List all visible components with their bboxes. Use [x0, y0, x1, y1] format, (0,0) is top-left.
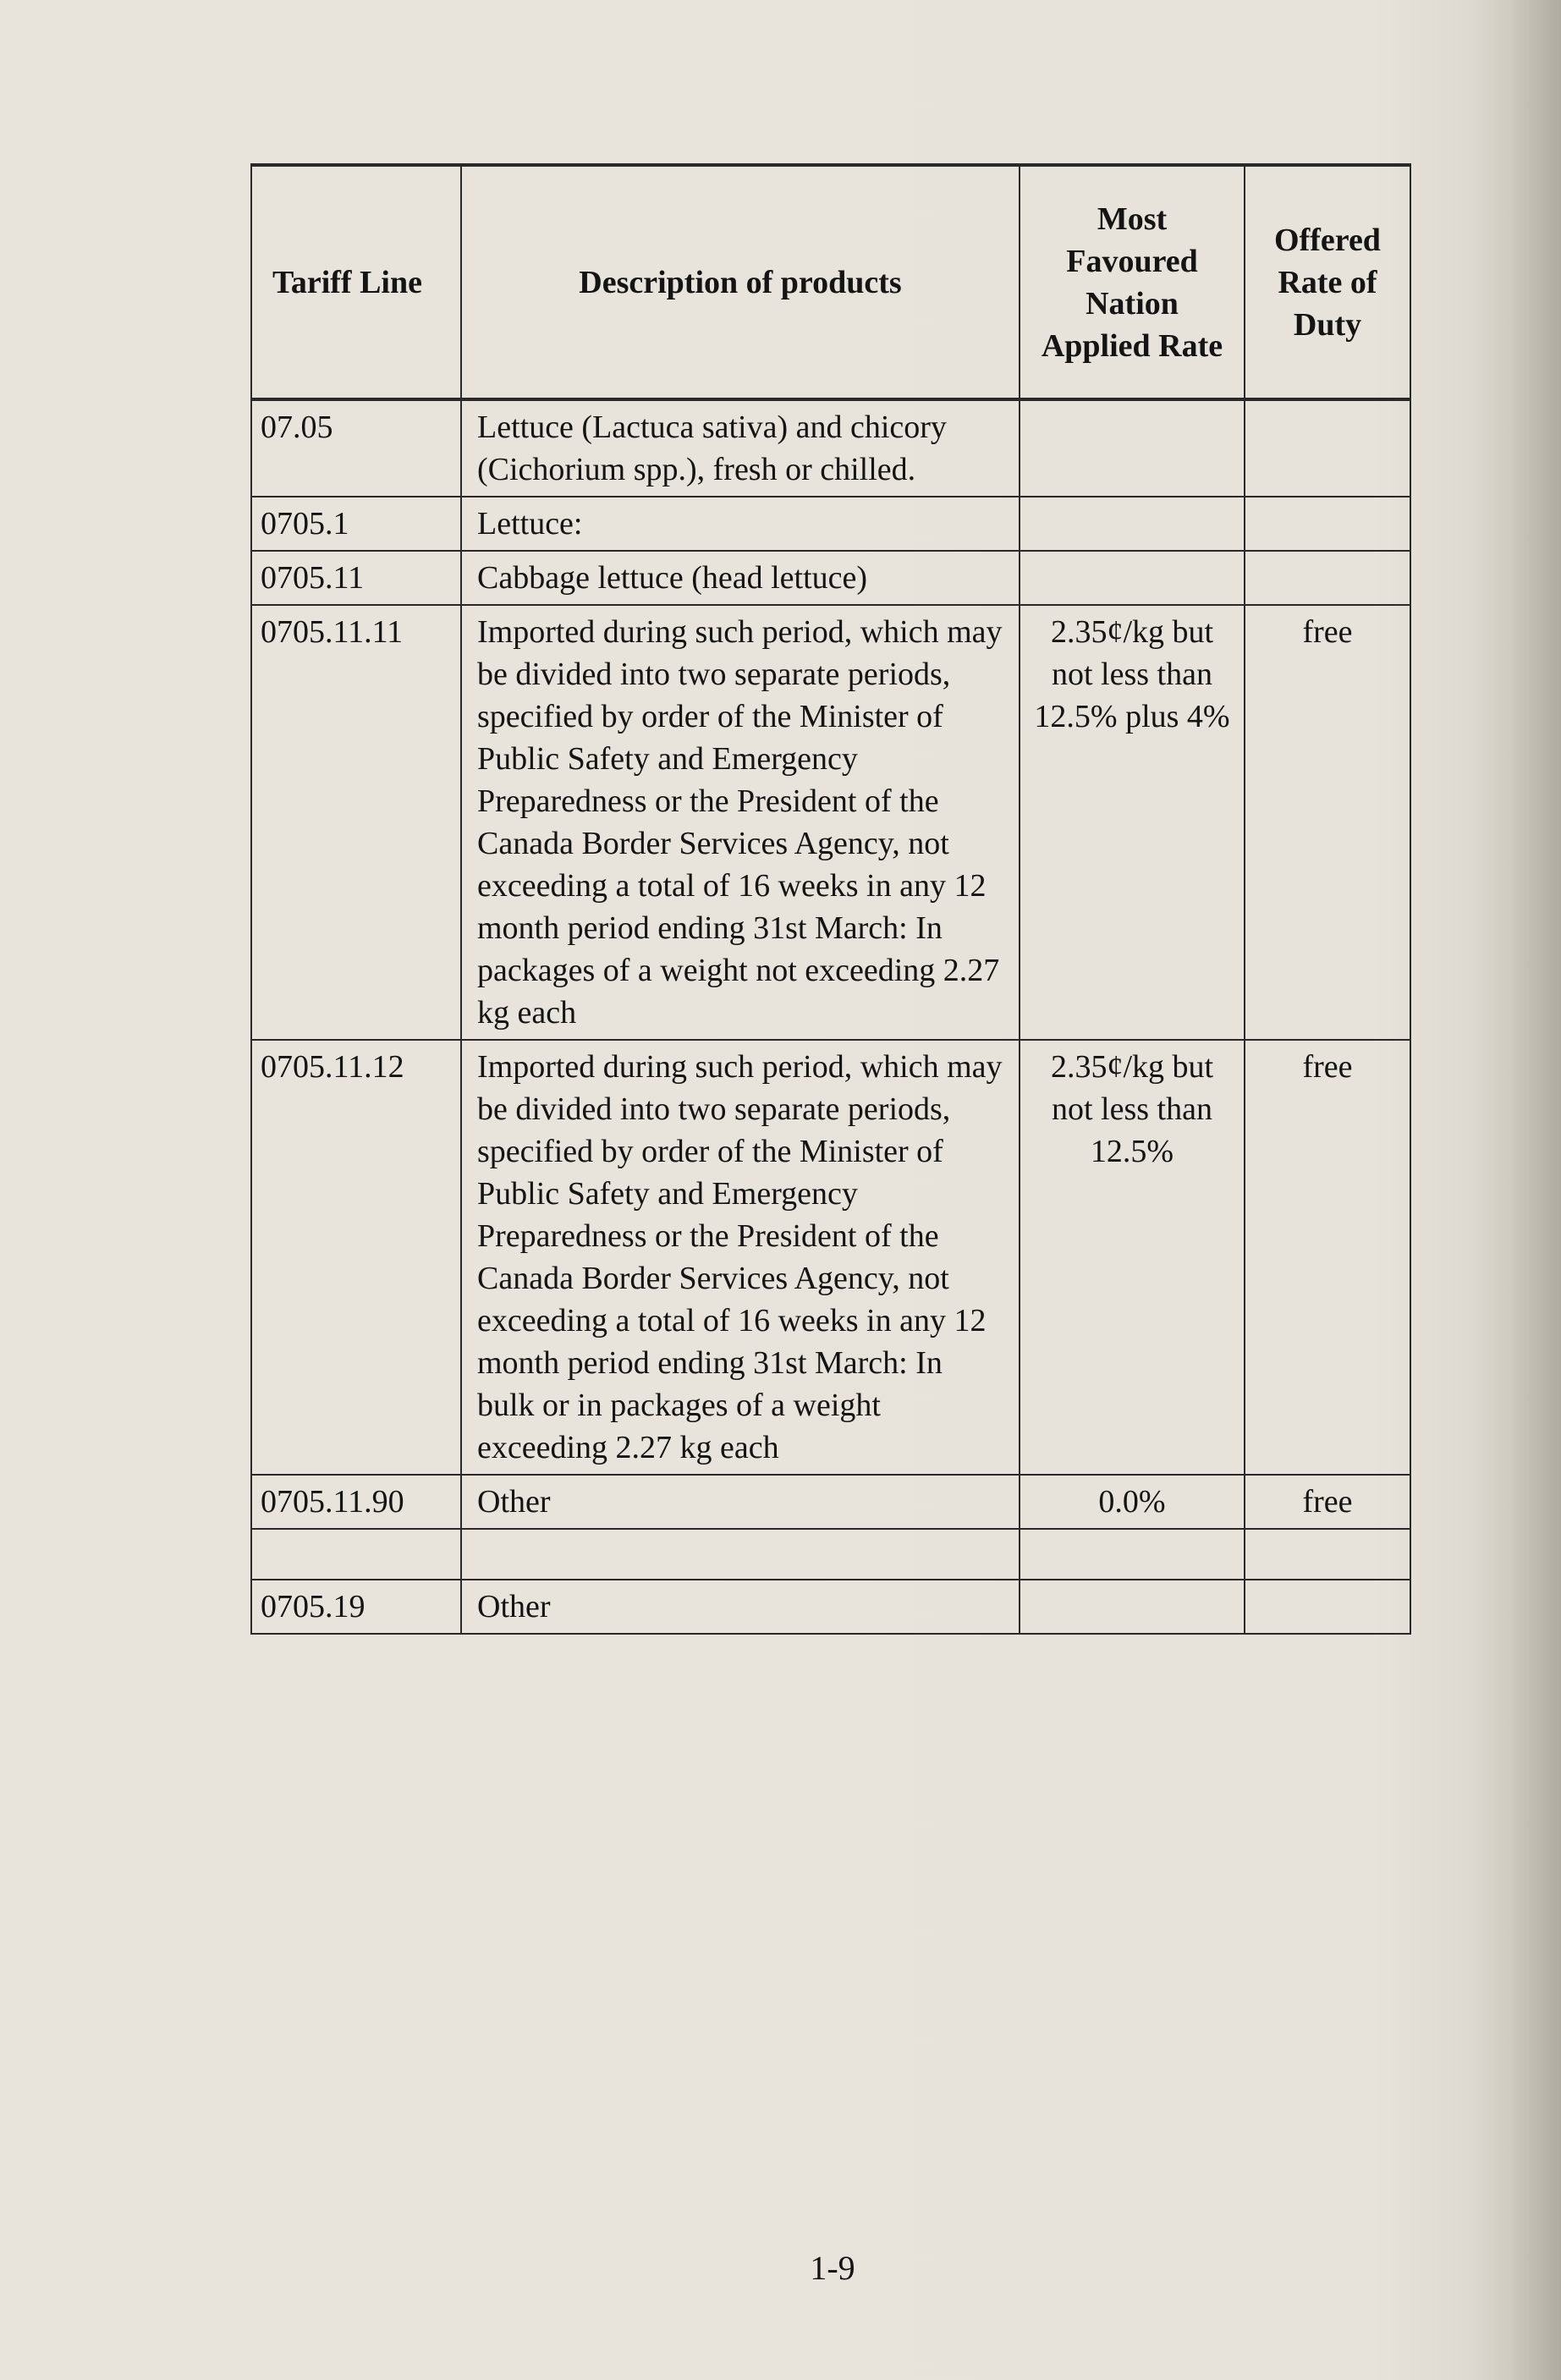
tariff-line-cell: 07.05: [251, 399, 461, 497]
offered-rate-cell: [1245, 551, 1410, 605]
description-cell: [461, 1529, 1020, 1580]
mfn-rate-cell: [1020, 399, 1245, 497]
header-tariff-line: Tariff Line: [251, 165, 461, 399]
mfn-rate-cell: [1020, 1529, 1245, 1580]
tariff-line-cell: 0705.11.11: [251, 605, 461, 1040]
offered-rate-cell: free: [1245, 1040, 1410, 1475]
offered-rate-cell: [1245, 1580, 1410, 1634]
table-row: [251, 1040, 1410, 1475]
mfn-rate-cell: 2.35¢/kg but not less than 12.5%: [1020, 1040, 1245, 1475]
table-row: [251, 1580, 1410, 1634]
description-cell: Other: [461, 1475, 1020, 1529]
mfn-rate-cell: [1020, 497, 1245, 551]
mfn-rate-cell: [1020, 551, 1245, 605]
offered-rate-cell: [1245, 399, 1410, 497]
table-row: [251, 1529, 1410, 1580]
tariff-line-cell: [251, 1529, 461, 1580]
description-cell: Imported during such period, which may be divided into two separate periods, specified by order of the Minister of Public Safety and Emergency Preparedness or the President of the Canada Border Services Agency, not exceeding a total of 16 weeks in any 12 month period ending 31st March: In packages of a weight not exceeding 2.27 kg each: [461, 605, 1020, 1040]
mfn-rate-cell: 2.35¢/kg but not less than 12.5% plus 4%: [1020, 605, 1245, 1040]
tariff-table: [250, 163, 1411, 1635]
table-header-row: [251, 165, 1410, 399]
table-row: [251, 497, 1410, 551]
mfn-rate-cell: [1020, 1580, 1245, 1634]
header-offered-rate: Offered Rate of Duty: [1245, 165, 1410, 399]
table-row: [251, 605, 1410, 1040]
description-cell: Lettuce (Lactuca sativa) and chicory (Cichorium spp.), fresh or chilled.: [461, 399, 1020, 497]
table-row: [251, 551, 1410, 605]
description-cell: Imported during such period, which may be divided into two separate periods, specified by order of the Minister of Public Safety and Emergency Preparedness or the President of the Canada Border Services Agency, not exceeding a total of 16 weeks in any 12 month period ending 31st March: In bulk or in packages of a weight exceeding 2.27 kg each: [461, 1040, 1020, 1475]
description-cell: Other: [461, 1580, 1020, 1634]
tariff-line-cell: 0705.19: [251, 1580, 461, 1634]
page-edge-shadow: [1510, 0, 1561, 2380]
header-mfn-rate: Most Favoured Nation Applied Rate: [1020, 165, 1245, 399]
header-description: Description of products: [461, 165, 1020, 399]
tariff-line-cell: 0705.11.12: [251, 1040, 461, 1475]
description-cell: Lettuce:: [461, 497, 1020, 551]
table-row: [251, 399, 1410, 497]
description-cell: Cabbage lettuce (head lettuce): [461, 551, 1020, 605]
tariff-line-cell: 0705.11.90: [251, 1475, 461, 1529]
tariff-line-cell: 0705.1: [251, 497, 461, 551]
tariff-line-cell: 0705.11: [251, 551, 461, 605]
offered-rate-cell: [1245, 497, 1410, 551]
table-row: [251, 1475, 1410, 1529]
offered-rate-cell: free: [1245, 605, 1410, 1040]
offered-rate-cell: free: [1245, 1475, 1410, 1529]
mfn-rate-cell: 0.0%: [1020, 1475, 1245, 1529]
offered-rate-cell: [1245, 1529, 1410, 1580]
page-number: 1-9: [810, 2249, 855, 2287]
